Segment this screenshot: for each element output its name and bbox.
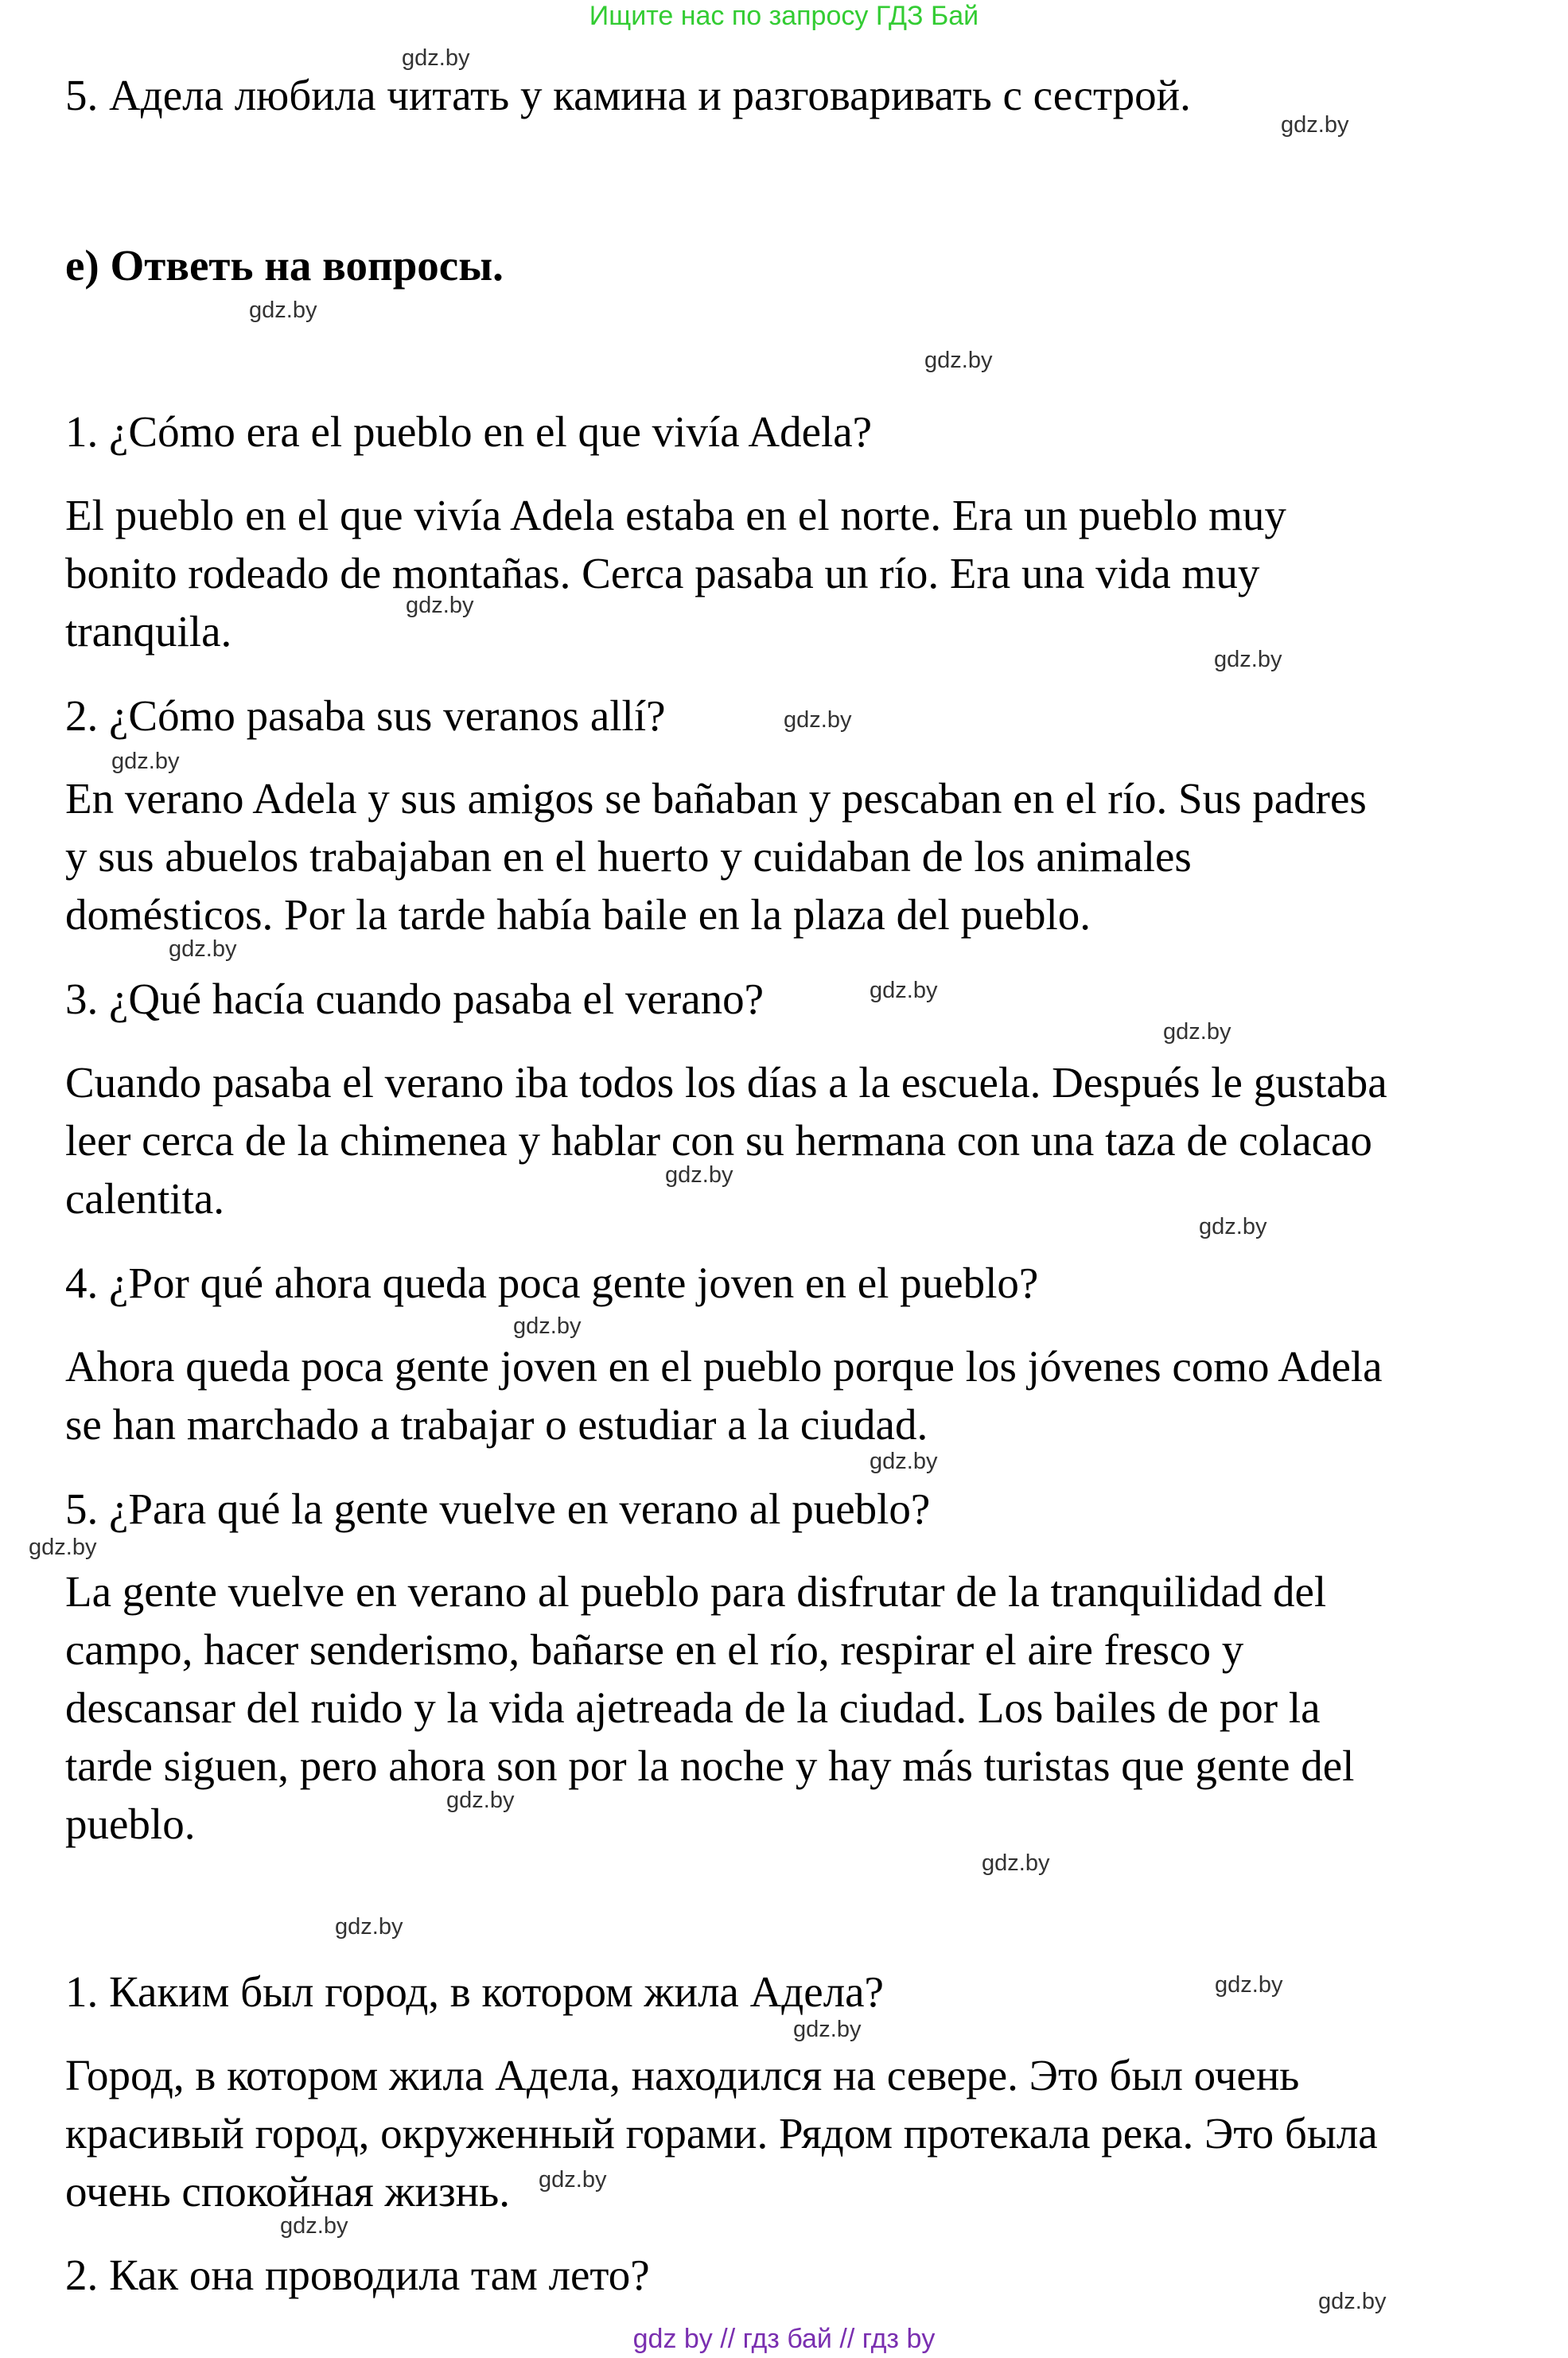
watermark: gdz.by bbox=[793, 2017, 862, 2042]
answer-ru-1-line-1: Город, в котором жила Адела, находился на севере. Это был очень bbox=[65, 2051, 1300, 2099]
answer-ru-1-line-3: очень спокойная жизнь. bbox=[65, 2167, 510, 2216]
watermark: gdz.by bbox=[1214, 647, 1282, 672]
watermark: gdz.by bbox=[169, 936, 237, 962]
answer-es-4-line-2: se han marchado a trabajar o estudiar a la ciudad. bbox=[65, 1400, 928, 1449]
answer-es-2-line-2: y sus abuelos trabajaban en el huerto y cuidaban de los animales bbox=[65, 832, 1192, 881]
footer-links: gdz by // гдз бай // гдз by bbox=[632, 2324, 936, 2354]
question-es-3: 3. ¿Qué hacía cuando pasaba el verano? bbox=[65, 975, 765, 1023]
watermark: gdz.by bbox=[249, 298, 317, 323]
section-heading: e) Ответь на вопросы. bbox=[65, 241, 504, 290]
answer-es-1-line-2: bonito rodeado de montañas. Cerca pasaba un río. Era una vida muy bbox=[65, 549, 1260, 597]
answer-es-3-line-1: Cuando pasaba el verano iba todos los días a la escuela. Después le gustaba bbox=[65, 1058, 1387, 1107]
watermark: gdz.by bbox=[539, 2167, 607, 2193]
answer-es-1-line-1: El pueblo en el que vivía Adela estaba en el norte. Era un pueblo muy bbox=[65, 491, 1286, 539]
answer-es-2-line-3: domésticos. Por la tarde había baile en la plaza del pueblo. bbox=[65, 890, 1091, 939]
watermark: gdz.by bbox=[513, 1313, 582, 1339]
answer-es-3-line-2: leer cerca de la chimenea y hablar con su hermana con una taza de colacao bbox=[65, 1116, 1372, 1165]
question-ru-2: 2. Как она проводила там лето? bbox=[65, 2251, 650, 2299]
watermark: gdz.by bbox=[1199, 1214, 1267, 1239]
watermark: gdz.by bbox=[402, 45, 470, 71]
watermark: gdz.by bbox=[406, 593, 474, 618]
watermark: gdz.by bbox=[1163, 1019, 1231, 1045]
question-es-1: 1. ¿Cómo era el pueblo en el que vivía Adela? bbox=[65, 407, 873, 456]
watermark: gdz.by bbox=[29, 1535, 97, 1560]
question-es-2: 2. ¿Cómo pasaba sus veranos allí? bbox=[65, 691, 666, 740]
search-hint-banner: Ищите нас по запросу ГДЗ Бай bbox=[589, 1, 979, 31]
watermark: gdz.by bbox=[982, 1850, 1050, 1876]
question-ru-1: 1. Каким был город, в котором жила Адела? bbox=[65, 1967, 884, 2016]
watermark: gdz.by bbox=[870, 978, 938, 1003]
answer-es-5-line-3: descansar del ruido y la vida ajetreada de la ciudad. Los bailes de por la bbox=[65, 1683, 1321, 1732]
answer-es-4-line-1: Ahora queda poca gente joven en el pueblo porque los jóvenes como Adela bbox=[65, 1342, 1383, 1391]
answer-es-3-line-3: calentita. bbox=[65, 1174, 225, 1223]
question-es-4: 4. ¿Por qué ahora queda poca gente joven en el pueblo? bbox=[65, 1259, 1039, 1307]
watermark: gdz.by bbox=[784, 707, 852, 733]
answer-es-5-line-4: tarde siguen, pero ahora son por la noche y hay más turistas que gente del bbox=[65, 1741, 1355, 1790]
question-es-5: 5. ¿Para qué la gente vuelve en verano al pueblo? bbox=[65, 1484, 931, 1533]
answer-es-5-line-1: La gente vuelve en verano al pueblo para disfrutar de la tranquilidad del bbox=[65, 1567, 1327, 1616]
watermark: gdz.by bbox=[111, 749, 180, 774]
watermark: gdz.by bbox=[924, 348, 993, 373]
statement-5: 5. Адела любила читать у камина и разговаривать с сестрой. bbox=[65, 71, 1191, 119]
watermark: gdz.by bbox=[1318, 2289, 1387, 2314]
answer-ru-1-line-2: красивый город, окруженный горами. Рядом протекала река. Это была bbox=[65, 2109, 1378, 2158]
watermark: gdz.by bbox=[1215, 1972, 1283, 1998]
watermark: gdz.by bbox=[446, 1788, 515, 1813]
answer-es-5-line-2: campo, hacer senderismo, bañarse en el río, respirar el aire fresco y bbox=[65, 1625, 1244, 1674]
watermark: gdz.by bbox=[280, 2213, 348, 2239]
watermark: gdz.by bbox=[870, 1449, 938, 1474]
watermark: gdz.by bbox=[665, 1162, 733, 1188]
watermark: gdz.by bbox=[1281, 112, 1349, 138]
answer-es-1-line-3: tranquila. bbox=[65, 607, 232, 656]
watermark: gdz.by bbox=[335, 1914, 403, 1940]
answer-es-2-line-1: En verano Adela y sus amigos se bañaban y pescaban en el río. Sus padres bbox=[65, 774, 1367, 823]
answer-es-5-line-5: pueblo. bbox=[65, 1800, 196, 1848]
